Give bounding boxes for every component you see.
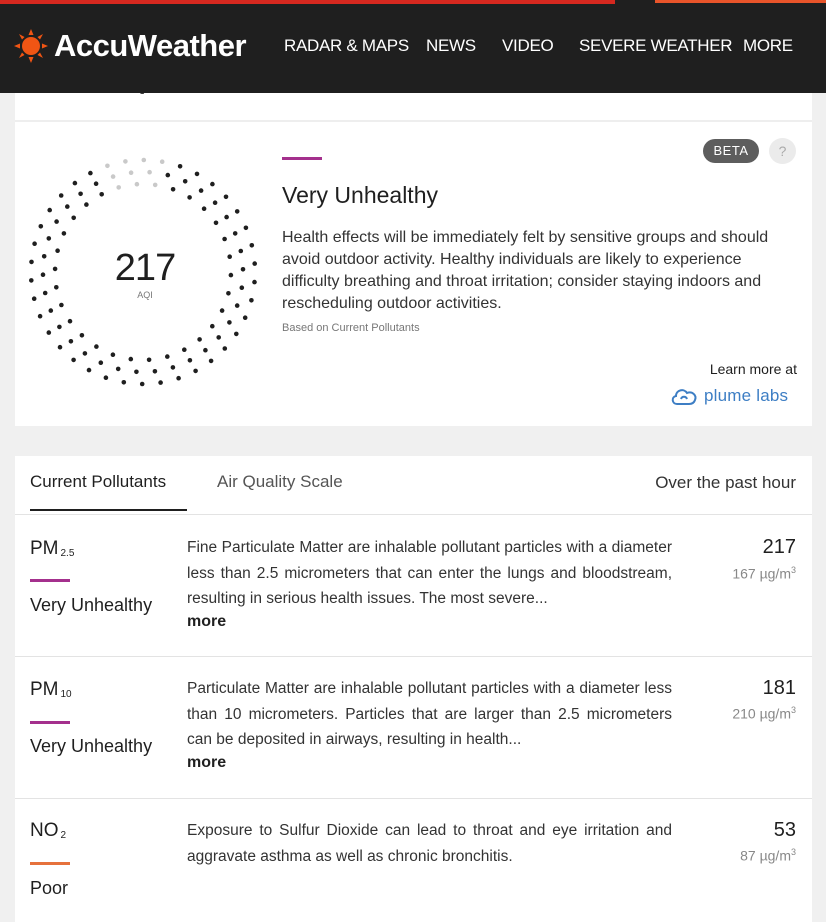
pollutant-category-bar [30,721,70,724]
gauge-dot [129,170,134,175]
gauge-dot [88,171,93,176]
gauge-dot [233,231,238,236]
more-link[interactable]: more [187,613,227,630]
nav-video[interactable]: VIDEO [502,36,554,55]
gauge-dot [62,231,67,236]
pollutant-aqi-value: 217 [762,536,796,558]
gauge-dot [116,185,121,190]
active-tab-indicator [30,509,187,511]
gauge-dot [111,352,116,357]
gauge-dot [99,360,104,365]
gauge-dot [42,254,47,259]
pollutant-description: Particulate Matter are inhalable pollutant particles with a diameter less than 10 micrometers. Particles that are larger than 2.5 micrometers can be deposited in airways, resulting in health... [187,680,672,748]
row-divider [15,798,812,799]
gauge-dot [222,237,227,242]
header-accent-line [0,0,615,4]
pollutant-category-bar [30,862,70,865]
tab-air-quality-scale[interactable]: Air Quality Scale [217,472,343,491]
gauge-dot [54,219,59,224]
gauge-dot [134,370,139,375]
plume-labs-link[interactable] [670,385,788,407]
gauge-dot [129,357,134,362]
gauge-dot [158,380,163,385]
pollutant-concentration: 87 $\mu g/m^3$ [740,847,796,864]
gauge-dot [239,249,244,254]
gauge-dot [71,216,76,221]
tabs-divider [15,514,812,515]
gauge-dot [47,236,52,241]
gauge-dot [227,254,232,259]
gauge-dot [32,241,37,246]
gauge-dot [43,291,48,296]
gauge-dot [250,243,255,248]
plume-cloud-icon [670,385,698,407]
pollutant-description: Exposure to Sulfur Dioxide can lead to throat and eye irritation and aggravate asthma as well as chronic bronchitis. [187,822,672,865]
pollutant-name: PM $_{2.5}$ [30,538,75,559]
gauge-dot [111,174,116,179]
gauge-dot [249,298,254,303]
pollutant-category: Poor [30,878,69,898]
brand-name: AccuWeather [54,28,247,63]
gauge-dot [226,291,231,296]
gauge-dot [188,358,193,363]
gauge-dot [83,351,88,356]
gauge-dot [210,324,215,329]
gauge-dot [135,182,140,187]
pollutant-description: Fine Particulate Matter are inhalable pollutant particles with a diameter less than 2.5 micrometers that can enter the lungs and bloodstream, resulting in serious health issues. The most severe... [187,539,672,607]
gauge-dot [227,320,232,325]
gauge-dot [220,308,225,313]
gauge-dot [195,172,200,177]
pollutant-name: PM $_{10}$ [30,679,72,700]
help-icon[interactable]: ? [769,138,796,164]
sun-icon [14,29,48,63]
gauge-dot [203,348,208,353]
gauge-dot [223,346,228,351]
gauge-dot [73,181,78,186]
gauge-dot [53,267,58,272]
gauge-dot [234,332,239,337]
nav-severe-weather[interactable]: SEVERE WEATHER [579,36,733,55]
gauge-dot [68,319,73,324]
pollutant-category-bar [30,579,70,582]
gauge-dot [213,200,218,205]
gauge-dot [209,359,214,364]
category-color-bar [282,157,322,160]
gauge-dot [65,204,70,209]
aqi-value: 217 [114,247,176,289]
gauge-dot [187,195,192,200]
pollutant-concentration: 167 $\mu g/m^3$ [732,565,796,582]
gauge-dot [84,202,89,207]
gauge-dot [147,358,152,363]
gauge-dot [182,347,187,352]
gauge-dot [171,365,176,370]
gauge-dot [71,358,76,363]
gauge-dot [105,164,110,169]
gauge-dot [240,285,245,290]
pollutant-category: Very Unhealthy [30,736,153,756]
nav-radar-maps[interactable]: RADAR & MAPS [284,36,409,55]
gauge-dot [153,183,158,188]
accuweather-logo[interactable] [14,26,246,66]
gauge-dot [243,315,248,320]
gauge-dot [58,345,63,350]
pollutant-aqi-value: 53 [773,819,796,841]
top-navigation-bar [0,0,826,93]
gauge-dot [199,188,204,193]
learn-more-label: Learn more at [709,361,797,377]
gauge-dot [59,193,64,198]
gauge-dot [47,208,52,213]
pollutant-name: NO $_2$ [30,820,67,841]
gauge-dot [29,278,34,283]
aqi-label: AQI [137,290,153,300]
gauge-dot [166,173,171,178]
gauge-dot [39,224,44,229]
nav-news[interactable]: NEWS [426,36,476,55]
gauge-dot [214,221,219,226]
pollutant-aqi-value: 181 [762,677,796,699]
gauge-dot [94,181,99,186]
gauge-dot [197,337,202,342]
header-accent-line-right [655,0,826,3]
plume-labs-text: plume labs [704,386,789,405]
gauge-dot [99,192,104,197]
gauge-dot [216,335,221,340]
gauge-dot [80,333,85,338]
gauge-dot [210,182,215,187]
gauge-dot [147,170,152,175]
based-on-note: Based on Current Pollutants [282,322,420,334]
gauge-dot [176,376,181,381]
gauge-dot [252,280,257,285]
gauge-dot [41,272,46,277]
gauge-dot [235,303,240,308]
gauge-dot [193,369,198,374]
gauge-dot [55,248,60,253]
gauge-dot [183,179,188,184]
time-period-label: Over the past hour [655,473,796,492]
nav-more[interactable]: MORE [743,36,793,55]
gauge-dot [123,159,128,164]
gauge-dot [49,308,54,313]
more-link[interactable]: more [187,754,227,771]
gauge-dot [122,380,127,385]
gauge-dot [235,209,240,214]
gauge-dot [224,215,229,220]
card-divider [15,120,812,122]
gauge-dot [140,382,145,387]
pollutant-concentration: 210 $\mu g/m^3$ [732,705,796,722]
gauge-dot [54,285,59,290]
gauge-dot [153,369,158,374]
gauge-dot [244,226,249,231]
gauge-dot [171,187,176,192]
gauge-dot [178,164,183,169]
gauge-dot [116,367,121,372]
gauge-dot [142,158,147,163]
gauge-dot [57,325,62,330]
gauge-dot [160,159,165,164]
gauge-dot [241,267,246,272]
gauge-dot [59,303,64,308]
pollutant-category: Very Unhealthy [30,595,153,615]
gauge-dot [224,195,229,200]
gauge-dot [38,314,43,319]
beta-badge: BETA [703,139,759,163]
gauge-dot [87,368,92,373]
aqi-description: Health effects will be immediately felt by sensitive groups and should avoid outdoor activity. Healthy individuals are likely to experience difficulty breathing and throat irritation; consider staying indoors and rescheduling outdoor activities. [282,229,769,312]
gauge-dot [29,260,34,265]
gauge-dot [69,339,74,344]
gauge-dot [165,354,170,359]
tab-current-pollutants[interactable]: Current Pollutants [30,472,167,491]
gauge-dot [32,296,37,301]
row-divider [15,656,812,657]
aqi-category: Very Unhealthy [282,182,438,208]
gauge-dot [47,330,52,335]
gauge-dot [202,206,207,211]
gauge-dot [252,261,257,266]
gauge-dot [229,273,234,278]
gauge-dot [94,344,99,349]
gauge-dot [78,192,83,197]
gauge-dot [104,375,109,380]
